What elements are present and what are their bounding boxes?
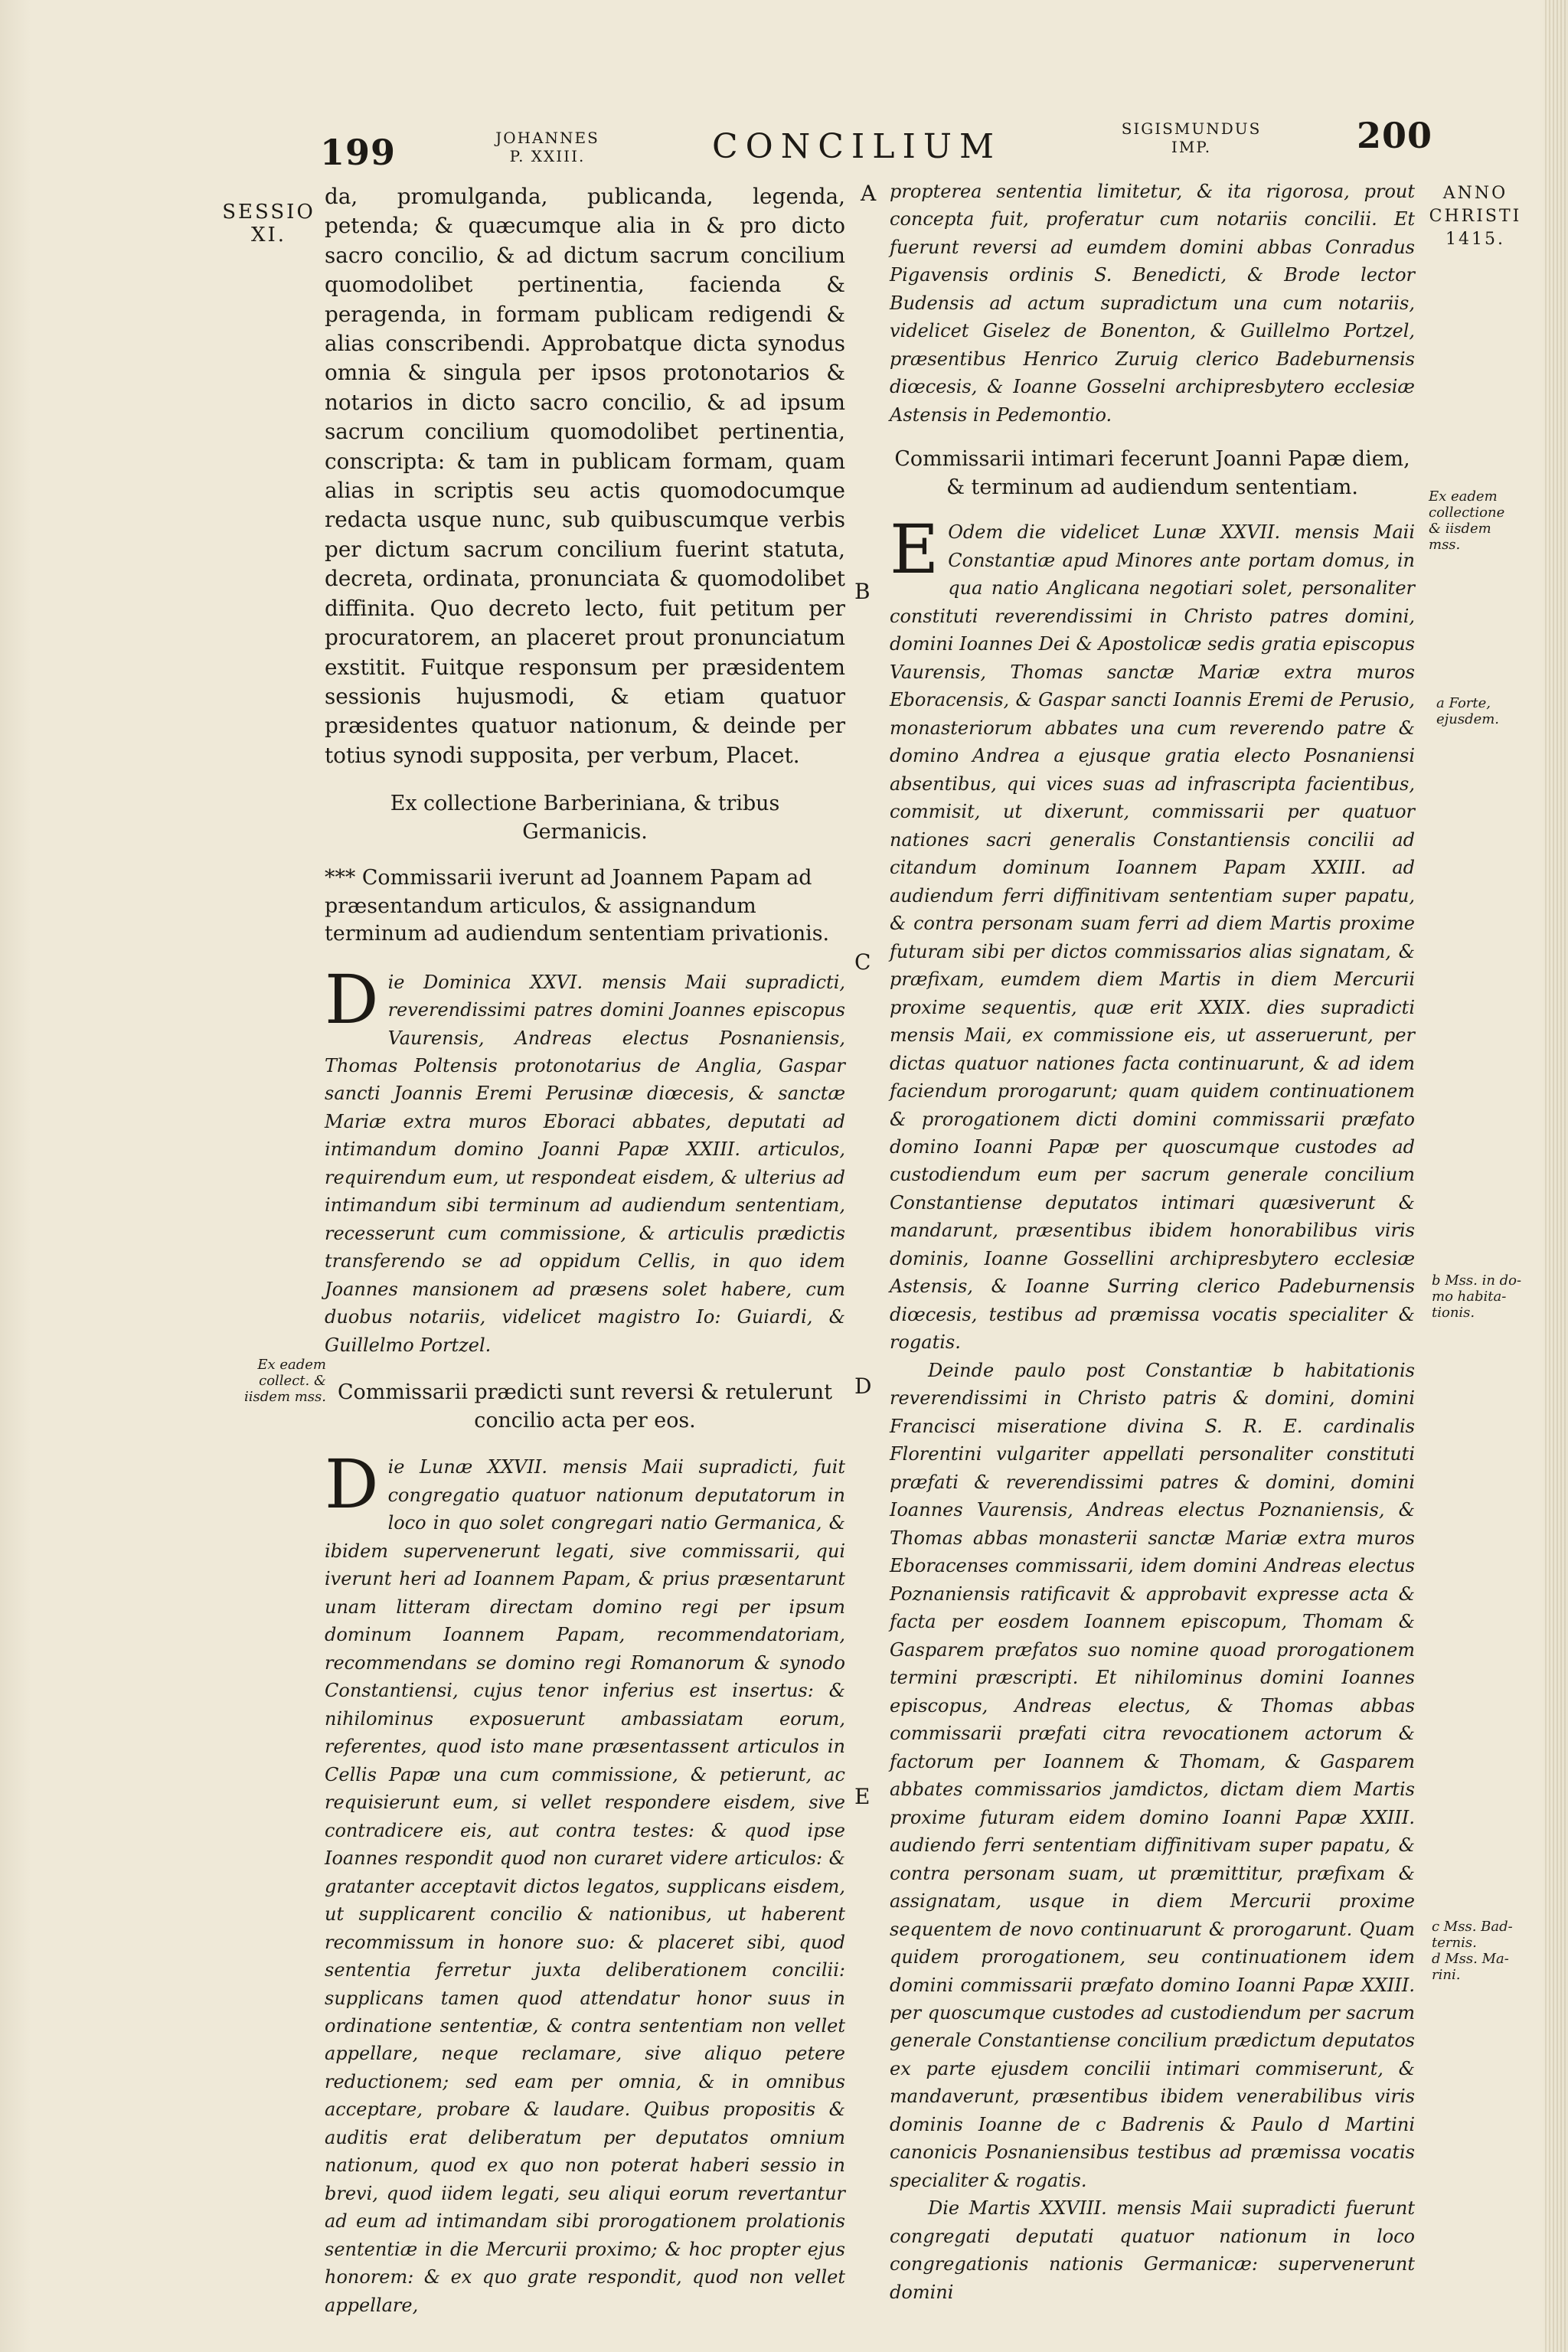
left-paragraph-3-text: ie Lunæ XXVII. mensis Maii supradicti, fuit congregatio quatuor nationum deputatorum in loco in quo solet congregari natio Germanica, & ibidem supervenerunt legati, sive commissarii, qui iverunt heri ad Ioannem Papam, & prius præsentarunt unam litteram directam domino regi per ipsum dominum Ioannem Papam, recommendatoriam, recommendans se domino regi Romanorum & synodo Constantiensi, cujus tenor inferius est insertus: & nihilominus exposuerunt ambassiatam eorum, referentes, quod isto mane præsentassent articulos in Cellis Papæ una cum commissione, & petierunt, ac requisierunt eum, si vellet respondere eisdem, sive contradicere eis, aut contra testes: & quod ipse Ioannes respondit quod non curaret videre articulos: & gratanter acceptavit dictos legatos, supplicans eisdem, ut supplicarent concilio & nationibus, ut haberent recommissum in honore suo: & placeret sibi, quod sententia ferretur juxta deliberationem concilii: supplicans tamen quod attendatur honor suus in ordinatione sententiæ, & contra sententiam non vellet appellare, neque reclamare, sive aliquo petere reductionem; sed eam per omnia, & in omnibus acceptare, probare & laudare. Quibus propositis & auditis erat deliberatum per deputatos omnium nationum, quod ex quo non poterat haberi sessio in brevi, quod iidem legati, seu aliqui eorum revertantur ad eum ad intimandam sibi prorogationem prolationis sententiæ in die Mercurii proximo; & hoc propter ejus honorem: & ex quo grate respondit, quod non vellet appellare,	[325, 1456, 845, 2316]
left-page-number: 199	[320, 132, 397, 173]
page-title: CONCILIUM	[712, 127, 1002, 166]
section-marker-b: B	[854, 579, 871, 604]
right-page-number: 200	[1357, 115, 1433, 156]
section-marker-a: A	[861, 181, 877, 206]
right-paragraph-3: Deinde paulo post Constantiæ b habitationis reverendissimi in Christo patris & domini, domini Francisci miseratione divina S. R. E. cardinalis Florentini vulgariter appellati personaliter constituti præfati & reverendissimi patres & domini, domini Ioannes Vaurensis, Andreas electus Poznaniensis, & Thomas abbas monasterii sanctæ Mariæ extra muros Eboracenses commissarii, idem domini Andreas electus Poznaniensis ratificavit & approbavit expresse acta & facta per eosdem Ioannem episcopum, Thomam & Gasparem præfatos suo nomine quoad prorogationem termini præscripti. Et nihilominus domini Ioannes episcopus, Andreas electus, & Thomas abbas commissarii præfati citra revocationem actorum & factorum per Ioannem & Thomam, & Gasparem abbates commissarios jamdictos, dictam diem Martis proxime futuram eidem domino Ioanni Papæ XXIII. audiendo ferri sententiam diffinitivam super papatu, & contra personam suam, ut præmittitur, præfixam & assignatam, usque in diem Mercurii proxime sequentem de novo continuarunt & prorogarunt. Quam quidem prorogationem, seu continuationem idem domini commissarii præfato domino Ioanni Papæ XXIII. per quoscumque custodes ad custodiendum per sacrum generale Constantiense concilium prædictum deputatos ex parte ejusdem concilii intimari commiserunt, & mandaverunt, præsentibus ibidem venerabilibus viris dominis Ioanne de c Badrenis & Paulo d Martini canonicis Posnaniensibus testibus ad præmissa vocatis specialiter & rogatis.	[890, 1359, 1415, 2191]
section-marker-c: C	[854, 949, 871, 975]
drop-cap-e: E	[890, 510, 939, 590]
left-paragraph-3	[325, 1445, 845, 2319]
right-column	[890, 178, 1415, 2306]
right-paragraph-4: Die Martis XXVIII. mensis Maii supradicti fuerunt congregati deputati quatuor nationum in loco congregationis nationis Germanicæ: supervenerunt domini	[890, 2197, 1415, 2303]
section-marker-e: E	[854, 1784, 871, 1809]
left-paragraph-1: da, promulganda, publicanda, legenda, petenda; & quæcumque alia in & pro dicto sacro concilio, & ad dictum sacrum concilium quomodolibet pertinentia, facienda & peragenda, in formam publicam redigendi & alias conscribendi. Approbatque dicta synodus omnia & singula per ipsos protonotarios & notarios in dicto sacro concilio, & ad ipsum sacrum concilium quomodolibet pertinentia, conscripta: & tam in publicam formam, quam alias in scriptis seu actis quomodocumque redacta usque nunc, sub quibuscumque verbis per dictum sacrum concilium fuerint statuta, decreta, ordinata, pronunciata & quomodolibet diffinita. Quo decreto lecto, fuit petitum per procuratorem, an placeret prout pronunciatum exstitit. Fuitque responsum per præsidentem sessionis hujusmodi, & etiam quatuor præsidentes quatuor nationum, & deinde per totius synodi supposita, per verbum, Placet.	[325, 184, 845, 768]
left-heading-barberiniana: Ex collectione Barberiniana, & tribus Germanicis.	[390, 792, 780, 844]
section-marker-d: D	[854, 1374, 872, 1399]
session-label: SESSIO XI.	[222, 201, 315, 247]
left-column	[325, 182, 845, 2319]
drop-cap-d-1: D	[325, 959, 379, 1039]
page-fore-edge	[1545, 0, 1568, 2352]
right-paragraph-2-text: Odem die videlicet Lunæ XXVII. mensis Maii Constantiæ apud Minores ante portam domus, in qua natio Anglicana negotiari solet, personaliter constituti reverendissimi in Christo patres domini, domini Ioannes Dei & Apostolicæ sedis gratia episcopus Vaurensis, Thomas sanctæ Mariæ extra muros Eboracensis, & Gaspar sancti Ioannis Eremi de Perusio, monasteriorum abbates una cum reverendo patre & domino Andrea a ejusque gratia electo Posnaniensi absentibus, qui vices suas ad infrascripta facientibus, commisit, ut dixerunt, commissarii per quatuor nationes sacri generalis Constantiensis concilii ad citandum dominum Ioannem Papam XXIII. ad audiendum ferri diffinitivam sententiam super papatu, & contra personam suam ferri ad diem Martis proxime futuram sibi per dictos commissarios alias signatam, & præfixam, eumdem diem Martis in diem Mercurii proxime sequentis, quæ erit XXIX. dies supradicti mensis Maii, ex commissione eis, ut asseruerunt, per dictas quatuor nationes facta continuarunt, & ad idem faciendum prorogarunt; quam quidem continuationem & prorogationem dicti domini commissarii præfato domino Ioanni Papæ per quoscumque custodes ad custodiendum eum per sacrum generale concilium Constantiense deputatos intimari quæsiverunt & mandarunt, præsentibus ibidem honorabilibus viris dominis, Ioanne Gossellini archipresbytero ecclesiæ Astensis, & Ioanne Surring clerico Padeburnensis diœcesis, testibus ad præmissa vocatis specialiter & rogatis.	[890, 521, 1415, 1354]
anno-label: ANNO CHRISTI 1415.	[1429, 184, 1522, 249]
right-margin-note-1: Ex eadem collectione & iisdem mss.	[1429, 488, 1505, 553]
left-heading-reversi: Commissarii prædicti sunt reversi & retulerunt concilio acta per eos.	[337, 1380, 833, 1432]
drop-cap-d-2: D	[325, 1445, 379, 1524]
right-margin-note-4: c Mss. Bad- ternis. d Mss. Ma- rini.	[1432, 1919, 1513, 1983]
left-heading-commissarii: *** Commissarii iverunt ad Joannem Papam ad præsentandum articulos, & assignandum terminum ad audiendum sententiam privationis.	[325, 866, 830, 946]
left-paragraph-2	[325, 959, 845, 1360]
right-paragraph-2	[890, 510, 1415, 1357]
left-paragraph-2-text: ie Dominica XXVI. mensis Maii supradicti, reverendissimi patres domini Joannes episcopus Vaurensis, Andreas electus Posnaniensis, Thomas Poltensis protonotarius de Anglia, Gaspar sancti Joannis Eremi Perusinæ diœcesis, & sanctæ Mariæ extra muros Eboraci abbates, deputati ad intimandum domino Joanni Papæ XXIII. articulos, requirendum eum, ut respondeat eisdem, & ulterius ad intimandum sibi terminum ad audiendum sententiam, recesserunt cum commissione, & articulis prædictis transferendo se ad oppidum Cellis, in quo idem Joannes mansionem ad præsens solet habere, cum duobus notariis, videlicet magistro Io: Guiardi, & Guillelmo Portzel.	[325, 971, 845, 1356]
right-margin-note-3: b Mss. in do- mo habita- tionis.	[1432, 1272, 1522, 1321]
right-running-head: SIGISMUNDUS IMP.	[1121, 119, 1262, 156]
right-margin-note-2: a Forte, ejusdem.	[1436, 695, 1500, 727]
left-margin-note: Ex eadem collect. & iisdem mss.	[244, 1357, 326, 1405]
right-paragraph-1: propterea sententia limitetur, & ita rigorosa, prout concepta fuit, proferatur cum notariis concilii. Et fuerunt reversi ad eumdem domini abbas Conradus Pigavensis ordinis S. Benedicti, & Brode lector Budensis ad actum supradictum una cum notariis, videlicet Giselez de Bonenton, & Guillelmo Portzel, præsentibus Henrico Zuruig clerico Badeburnensis diœcesis, & Ioanne Gosselni archipresbytero ecclesiæ Astensis in Pedemontio.	[890, 181, 1415, 426]
left-running-head: JOHANNES P. XXIII.	[495, 129, 599, 165]
right-heading-intimari: Commissarii intimari fecerunt Joanni Papæ diem, & terminum ad audiendum sententiam.	[894, 447, 1410, 499]
